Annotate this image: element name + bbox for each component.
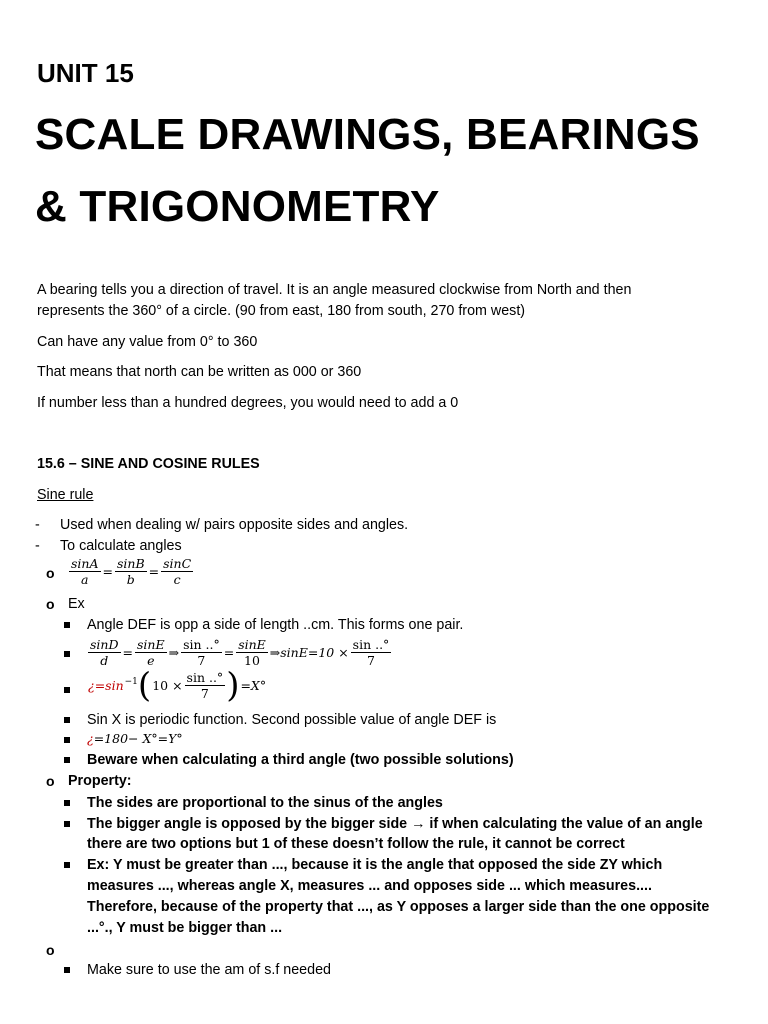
intro-paragraph-line1: A bearing tells you a direction of travel. It is an angle measured clockwise from North and then <box>37 282 632 298</box>
page-title-line1: SCALE DRAWINGS, BEARINGS <box>35 110 700 159</box>
list-item: Sin X is periodic function. Second possible value of angle DEF is <box>87 712 497 728</box>
square-bullet <box>64 622 70 628</box>
circle-bullet: o <box>46 596 55 612</box>
example-label: Ex <box>68 596 85 612</box>
square-bullet <box>64 717 70 723</box>
list-item: To calculate angles <box>60 538 182 554</box>
intro-paragraph-4: If number less than a hundred degrees, you would need to add a 0 <box>37 395 459 411</box>
list-item-continued: measures ..., whereas angle X, measures ... and opposes side ... which measures.... <box>87 878 652 894</box>
square-bullet <box>64 967 70 973</box>
list-item: Make sure to use the am of s.f needed <box>87 962 331 978</box>
circle-bullet: o <box>46 773 55 789</box>
page-title-line2: & TRIGONOMETRY <box>35 182 440 231</box>
circle-bullet: o <box>46 942 55 958</box>
list-item-continued: there are two options but 1 of these doesn’t follow the rule, it cannot be correct <box>87 836 625 852</box>
unit-label: UNIT 15 <box>37 58 134 88</box>
list-item: Beware when calculating a third angle (two possible solutions) <box>87 752 514 768</box>
inverse-sine-formula: ¿$=\sin^{-1}(10$ × $\frac{\sin ..^\circ}{7}$ )=X° <box>88 665 267 706</box>
property-label: Property: <box>68 773 132 789</box>
intro-paragraph-2: Can have any value from 0° to 360 <box>37 334 258 350</box>
list-item: Ex: Y must be greater than ..., because it is the angle that opposed the side ZY which <box>87 857 663 873</box>
list-item: Angle DEF is opp a side of length ..cm. This forms one pair. <box>87 617 464 633</box>
sine-rule-example-formula: $\frac{\sin D}{d}$ = $\frac{\sin E}{e}$ ⇒ $\frac{\sin ..^\circ}{7}$ = $\frac{\sin E}{10}$ ⇒sinE=10 × $\frac{\sin ..^\circ}{7}$ <box>90 637 390 668</box>
list-item: Used when dealing w/ pairs opposite sides and angles. <box>60 517 409 533</box>
list-item: The sides are proportional to the sinus of the angles <box>87 795 443 811</box>
square-bullet <box>64 687 70 693</box>
arrow-right-icon: → <box>411 816 426 832</box>
square-bullet <box>64 862 70 868</box>
list-item-continued: ...°., Y must be bigger than ... <box>87 920 283 936</box>
list-item-continued: Therefore, because of the property that ..., as Y opposes a larger side than the one opposite <box>87 899 710 915</box>
intro-paragraph-line2: represents the 360° of a circle. (90 from east, 180 from south, 270 from west) <box>37 303 526 319</box>
list-item: The bigger angle is opposed by the bigger side → if when calculating the value of an angle <box>87 816 703 832</box>
sine-rule-formula: $\frac{\sin A}{a}$ = $\frac{\sin B}{b}$ = $\frac{\sin C}{c}$ <box>71 556 192 587</box>
square-bullet <box>64 800 70 806</box>
dash-bullet: - <box>35 517 40 533</box>
circle-bullet: o <box>46 565 55 581</box>
second-angle-formula: ¿=180− X°=Y° <box>87 731 183 746</box>
section-subheading: Sine rule <box>37 487 94 503</box>
square-bullet <box>64 651 70 657</box>
square-bullet <box>64 821 70 827</box>
intro-paragraph-3: That means that north can be written as 000 or 360 <box>37 364 362 380</box>
section-heading: 15.6 – SINE AND COSINE RULES <box>37 456 260 472</box>
dash-bullet: - <box>35 538 40 554</box>
square-bullet <box>64 737 70 743</box>
square-bullet <box>64 757 70 763</box>
